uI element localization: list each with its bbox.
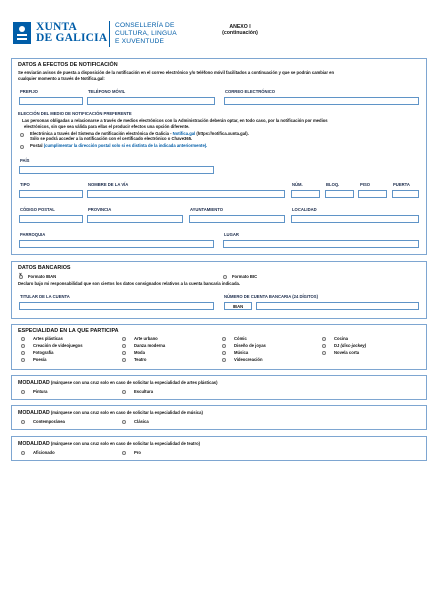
specialty-radio[interactable] (21, 358, 25, 362)
sculpture-label: Escultura (134, 389, 154, 394)
specialty-label-text: Creación de videojuegos (33, 343, 83, 348)
classical-label: Clásica (134, 419, 149, 424)
province-input[interactable] (87, 215, 183, 223)
galicia-shield-icon (12, 21, 32, 47)
specialty-radio[interactable] (322, 337, 326, 341)
email-input[interactable] (224, 97, 419, 105)
locality-label: LOCALIDAD (292, 207, 317, 212)
specialty-label-text: Fotografía (33, 350, 54, 355)
door-input[interactable] (392, 190, 419, 198)
specialty-label-text: Cómic (234, 336, 247, 341)
specialty-label-text: Danza moderna (134, 343, 166, 348)
specialty-label (33, 336, 63, 341)
specialty-label (234, 350, 248, 355)
iban-format-checked: × (19, 272, 22, 278)
amateur-label: Aficionado (33, 450, 55, 455)
notification-section (11, 58, 427, 255)
specialty-radio[interactable] (322, 344, 326, 348)
modality-theatre-note: (márquese con una cruz solo en caso de solicitar la especialidad de teatro) (49, 441, 201, 446)
electronic-note: Sólo se podrá acceder a la notificación con el certificado electrónico o Chave365. (30, 136, 193, 141)
specialty-label-text: DJ (334, 343, 341, 348)
specialty-radio[interactable] (122, 344, 126, 348)
account-input[interactable] (256, 302, 419, 310)
bic-format-radio[interactable] (223, 275, 227, 279)
specialty-radio[interactable] (322, 351, 326, 355)
modality-music-section (11, 405, 427, 430)
notifica-link[interactable]: Notifica.gal (172, 131, 196, 136)
modality-theatre-header (18, 441, 200, 447)
electronic-radio[interactable] (20, 133, 24, 137)
email-label: CORREO ELECTRÓNICO (225, 89, 276, 94)
specialty-radio[interactable] (222, 337, 226, 341)
specialty-label (33, 343, 83, 348)
council-input[interactable] (189, 215, 285, 223)
preferred-note-2: electrónicos, sin que sea válida para ellas el producir efectos una opción diferente. (24, 124, 190, 129)
specialty-label (334, 350, 359, 355)
specialty-label (33, 357, 47, 362)
number-label: NÚM. (292, 182, 303, 187)
specialty-label (234, 357, 263, 362)
specialty-radio[interactable] (21, 344, 25, 348)
floor-label: PISO (360, 182, 371, 187)
country-label: PAÍS (20, 158, 30, 163)
specialty-radio[interactable] (122, 337, 126, 341)
modality-art-note: (márquese con una cruz solo en caso de solicitar la especialidad de artes plásticas) (49, 380, 218, 385)
prefix-input[interactable] (19, 97, 83, 105)
modality-music-note: (márquese con una cruz solo en caso de solicitar la especialidad de música) (49, 410, 203, 415)
specialty-label-text: Arte urbano (134, 336, 158, 341)
parish-label: PARROQUIA (20, 232, 46, 237)
dj-italic-text: (disc-jockey) (340, 343, 367, 348)
place-input[interactable] (223, 240, 419, 248)
notification-intro-2: cualquier momento a través de Notifica.gal: (18, 76, 105, 81)
pro-radio[interactable] (122, 451, 126, 455)
iban-prefix-box (224, 302, 252, 310)
zip-label: CÓDIGO POSTAL (20, 207, 55, 212)
specialty-radio[interactable] (21, 351, 25, 355)
modality-theatre-section (11, 436, 427, 461)
floor-input[interactable] (358, 190, 387, 198)
contemporary-label: Contemporánea (33, 419, 65, 424)
mobile-input[interactable] (87, 97, 215, 105)
specialty-label-text: Artes plásticas (33, 336, 63, 341)
specialty-radio[interactable] (222, 344, 226, 348)
specialty-radio[interactable] (222, 351, 226, 355)
specialty-label (234, 343, 266, 348)
country-input[interactable] (19, 166, 214, 174)
place-label: LUGAR (224, 232, 239, 237)
mobile-label: TELÉFONO MÓVIL (88, 89, 126, 94)
xunta-logo (12, 20, 182, 50)
notification-title: DATOS A EFECTOS DE NOTIFICACIÓN (18, 62, 118, 68)
specialty-label (134, 336, 158, 341)
painting-radio[interactable] (21, 390, 25, 394)
postal-text: (cumplimentar la dirección postal solo si es distinta de la indicada anteriormente). (42, 143, 208, 148)
specialty-label-text: Moda (134, 350, 145, 355)
specialty-label-text: Música (234, 350, 249, 355)
modality-theatre-title: MODALIDAD (18, 441, 50, 447)
postal-radio[interactable] (20, 145, 24, 149)
parish-input[interactable] (19, 240, 214, 248)
specialty-label (234, 336, 247, 341)
prefix-label: PREFIJO (20, 89, 38, 94)
amateur-radio[interactable] (21, 451, 25, 455)
zip-input[interactable] (19, 215, 83, 223)
dept-line-3: E XUVENTUDE (115, 38, 165, 45)
logo-line-1: XUNTA (36, 21, 78, 33)
preferred-note-1: Las personas obligadas a relacionarse a través de medios electrónicos con la Administración deberán optar, en todo caso, por la notificación por medios (22, 118, 328, 123)
electronic-label: Electrónica (30, 131, 53, 136)
specialty-radio[interactable] (122, 351, 126, 355)
dept-line-1: CONSELLERÍA DE (115, 22, 175, 29)
account-label: NÚMERO DE CUENTA BANCARIA (24 DÍGITOS) (224, 294, 318, 299)
specialty-label-text: Cocina (334, 336, 348, 341)
modality-music-header (18, 410, 203, 416)
pro-label: Pro (134, 450, 141, 455)
annex-subtitle: (continuación) (222, 30, 258, 36)
specialty-label (134, 343, 165, 348)
specialty-radio[interactable] (222, 358, 226, 362)
street-input[interactable] (87, 190, 285, 198)
modality-art-section (11, 375, 427, 400)
annex-title: ANEXO I (229, 24, 251, 30)
holder-label: TITULAR DE LA CUENTA (20, 294, 70, 299)
postal-option (30, 143, 207, 148)
specialty-radio[interactable] (21, 337, 25, 341)
specialty-label (134, 357, 147, 362)
contemporary-radio[interactable] (21, 420, 25, 424)
block-label: BLOQ. (326, 182, 340, 187)
dept-line-2: CULTURA, LINGUA (115, 30, 177, 37)
specialty-label-text: Teatro (134, 357, 147, 362)
electronic-text: a través del Sistema de notificación electrónica de Galicia - (52, 131, 173, 136)
notifica-url: (https://notifica.xunta.gal). (195, 131, 249, 136)
notification-intro-1: Se enviarán avisos de puesta a disposición de la notificación en el correo electrónico y/o teléfono móvil facilitados a continuación y que se podrán cambiar en (18, 70, 335, 75)
door-label: PUERTA (393, 182, 410, 187)
logo-divider (109, 21, 110, 47)
specialty-label-text: Diseño de joyas (234, 343, 266, 348)
specialty-label (134, 350, 145, 355)
modality-music-title: MODALIDAD (18, 410, 50, 416)
specialty-title: ESPECIALIDAD EN LA QUE PARTICIPA (18, 328, 119, 334)
number-input[interactable] (291, 190, 320, 198)
bank-title: DATOS BANCARIOS (18, 265, 71, 271)
postal-label: Postal (30, 143, 43, 148)
type-input[interactable] (19, 190, 83, 198)
holder-input[interactable] (19, 302, 214, 310)
block-input[interactable] (325, 190, 354, 198)
bic-format-label: Formato BIC (232, 274, 258, 279)
type-label: TIPO (20, 182, 30, 187)
street-label: NOMBRE DE LA VÍA (88, 182, 129, 187)
specialty-label-text: Novela corta (334, 350, 360, 355)
iban-format-label: Formato IBAN (28, 274, 57, 279)
province-label: PROVINCIA (88, 207, 112, 212)
specialty-label (334, 343, 366, 348)
modality-art-title: MODALIDAD (18, 380, 50, 386)
painting-label: Pintura (33, 389, 48, 394)
classical-radio[interactable] (122, 420, 126, 424)
sculpture-radio[interactable] (122, 390, 126, 394)
bank-declaration: Declaro bajo mi responsabilidad que son ciertos los datos consignados relativos a la cuenta bancaria indicada. (18, 281, 241, 286)
logo-line-2: DE GALICIA (36, 32, 108, 44)
modality-art-header (18, 380, 218, 386)
iban-prefix-label: IBAN (232, 304, 244, 309)
locality-input[interactable] (291, 215, 419, 223)
specialty-label-text: Videocreación (234, 357, 263, 362)
specialty-label (334, 336, 348, 341)
specialty-label (33, 350, 53, 355)
specialty-label-text: Poesía (33, 357, 47, 362)
specialty-radio[interactable] (122, 358, 126, 362)
bank-section (11, 261, 427, 319)
council-label: AYUNTAMIENTO (190, 207, 223, 212)
preferred-means-title: ELECCIÓN DEL MEDIO DE NOTIFICACIÓN PREFERENTE (18, 111, 132, 116)
